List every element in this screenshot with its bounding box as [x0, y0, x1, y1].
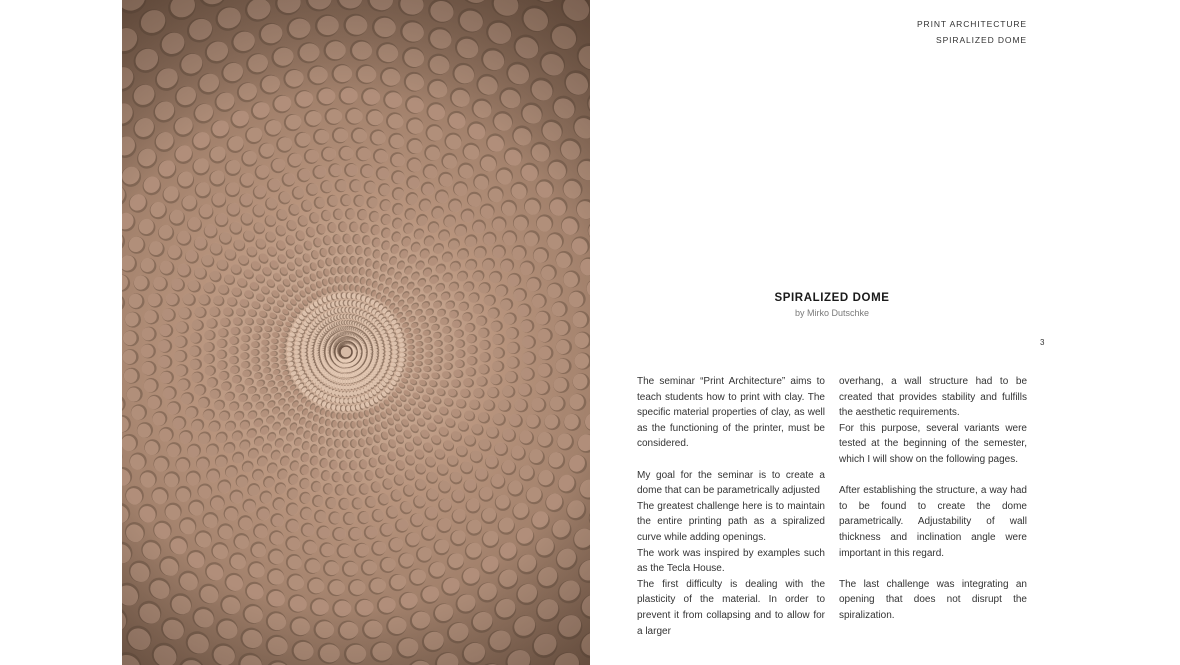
- page-number: 3: [1040, 338, 1045, 347]
- paragraph: The greatest challenge here is to maintain the entire printing path as a spiralized curve while adding openings.: [637, 500, 825, 543]
- body-column-right: [839, 374, 1027, 624]
- paragraph: The work was inspired by examples such as the Tecla House.: [637, 547, 825, 575]
- paragraph: After establishing the structure, a way had to be found to create the dome parametrically. Adjustability of wall thickness and inclination angle were important in this regard.: [839, 485, 1027, 559]
- dome-photo: [122, 0, 590, 665]
- paragraph: The first difficulty is dealing with the plasticity of the material. In order to prevent it from collapsing and to allow for a larger: [637, 578, 825, 637]
- running-head: [917, 16, 1027, 48]
- paragraph: My goal for the seminar is to create a dome that can be parametrically adjusted: [637, 469, 825, 497]
- paragraph: The last challenge was integrating an opening that does not disrupt the spiralization.: [839, 578, 1027, 621]
- running-head-chapter: SPIRALIZED DOME: [936, 35, 1027, 45]
- paragraph: For this purpose, several variants were tested at the beginning of the semester, which I will show on the following pages.: [839, 422, 1027, 465]
- paragraph: The seminar “Print Architecture” aims to teach students how to print with clay. The specific material properties of clay, as well as the functioning of the printer, must be considered.: [637, 376, 825, 450]
- spiral-dome-image: [122, 0, 590, 665]
- article-title: SPIRALIZED DOME: [774, 292, 890, 304]
- body-column-left: [637, 374, 825, 639]
- paragraph: overhang, a wall structure had to be created that provides stability and fulfills the aesthetic requirements.: [839, 376, 1027, 419]
- running-head-series: PRINT ARCHITECTURE: [916, 19, 1027, 29]
- article-title-block: [732, 292, 932, 318]
- article-byline: by Mirko Dutschke: [794, 308, 870, 318]
